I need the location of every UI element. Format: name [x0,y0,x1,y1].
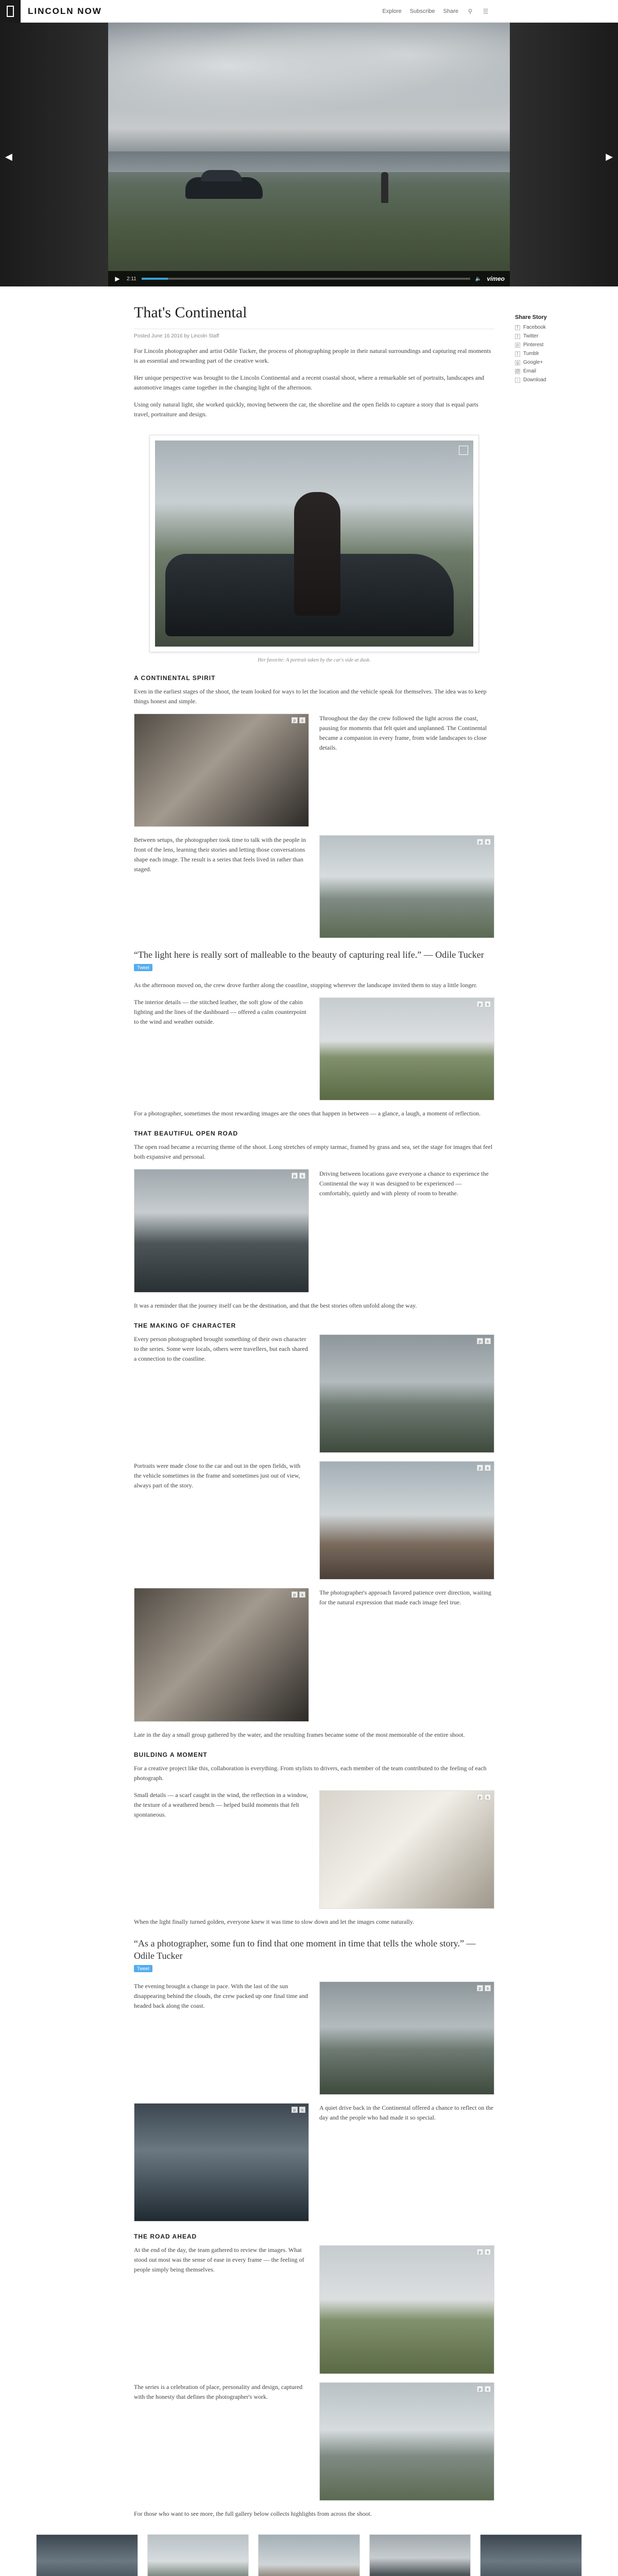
pin-icon[interactable]: p [477,2249,483,2255]
volume-icon[interactable]: 🔈 [475,276,482,282]
hero-prev-arrow-icon[interactable]: ◀ [5,151,12,162]
lead-paragraph: Using only natural light, she worked quickly, moving between the car, the shoreline and the open fields to capture a story that is equal parts travel, portraiture and design. [134,401,478,418]
twitter-icon: t [515,334,520,339]
share-icon[interactable]: s [485,1338,491,1344]
share-label: Tumblr [523,351,539,357]
article-photo[interactable] [134,1588,309,1722]
nav-share[interactable]: Share [443,8,458,14]
photo-tools [291,1173,305,1179]
section-paragraph: As the afternoon moved on, the crew drove further along the coastline, stopping wherever the landscape invited them to stay a little longer. [134,981,477,989]
feature-person [294,492,340,616]
sidebar-title: Share Story [515,314,547,320]
search-icon[interactable]: ⚲ [468,8,473,15]
photo-gallery [36,2534,582,2576]
share-icon[interactable]: s [485,839,491,845]
section-paragraph: At the end of the day, the team gathered to review the images. What stood out most was the sense of ease in every frame — the feeling of people simply being themselves. [134,2246,304,2273]
share-label: Email [523,368,537,374]
section-paragraph: The series is a celebration of place, personality and design, captured with the honesty that defines the photographer's work. [134,2383,303,2400]
article-photo[interactable] [134,1169,309,1293]
section-heading: BUILDING A MOMENT [134,1751,208,1758]
gallery-thumb[interactable] [36,2534,138,2576]
section-heading: THE MAKING OF CHARACTER [134,1322,236,1329]
section-paragraph: Even in the earliest stages of the shoot, the team looked for ways to let the location and the vehicle speak for themselves. The idea was to keep things honest and simple. [134,688,487,705]
article-photo[interactable] [319,1334,494,1453]
video-time: 2:11 [127,276,136,282]
section-paragraph: For a photographer, sometimes the most rewarding images are the ones that happen in between — a glance, a laugh, a moment of reflection. [134,1110,480,1117]
video-progress[interactable] [142,278,470,280]
photo-tools [291,717,305,723]
nav-explore[interactable]: Explore [382,8,402,14]
google-plus-icon: g [515,360,520,365]
section-paragraph: The photographer's approach favored patience over direction, waiting for the natural expression that made each image feel true. [319,1589,492,1606]
pin-icon[interactable]: p [477,1001,483,1007]
article-photo[interactable] [319,1981,494,2095]
section-heading: THAT BEAUTIFUL OPEN ROAD [134,1130,238,1137]
feature-photo[interactable] [149,435,479,652]
article-photo[interactable] [319,997,494,1100]
article-photo[interactable] [319,1790,494,1909]
share-icon[interactable]: s [485,1985,491,1991]
photo-tools [477,1338,491,1344]
share-label: Download [523,377,546,383]
site-brand[interactable]: LINCOLN NOW [28,6,102,16]
tweet-quote-button[interactable]: Tweet [134,964,152,971]
vimeo-logo[interactable]: vimeo [487,275,505,282]
email-icon: @ [515,369,520,374]
top-nav [382,0,489,23]
section-paragraph: Every person photographed brought something of their own character to the series. Some were locals, others were travellers, but each shared a connection to the coastline. [134,1335,308,1362]
pinterest-icon: p [515,343,520,348]
section-paragraph: For those who want to see more, the full gallery below collects highlights from across the shoot. [134,2510,372,2517]
article [134,304,494,2519]
content-row [134,2103,494,2222]
share-icon[interactable]: s [485,2386,491,2392]
section-paragraph: The evening brought a change in pace. With the last of the sun disappearing behind the clouds, the crew packed up one final time and headed back along the coast. [134,1982,308,2009]
hero-person [381,172,388,203]
share-icon[interactable]: s [299,1591,305,1598]
content-row [134,1981,494,2095]
share-icon[interactable]: s [485,1465,491,1471]
content-row [134,1790,494,1909]
menu-icon[interactable]: ☰ [483,8,489,15]
share-sidebar [515,314,603,386]
share-icon[interactable]: s [485,1794,491,1800]
pin-icon[interactable]: p [291,2107,298,2113]
hero-next-arrow-icon[interactable]: ▶ [606,151,613,162]
hero-video [0,23,618,286]
share-label: Google+ [523,360,543,365]
lincoln-logo[interactable] [0,0,21,23]
lead-paragraph: Her unique perspective was brought to the Lincoln Continental and a recent coastal shoot, where a remarkable set of portraits, landscapes and automotive images came together in the changing light of the afternoon. [134,374,485,391]
content-row [134,1334,494,1453]
hero-video-frame[interactable] [108,23,510,286]
download-icon: ↓ [515,378,520,383]
photo-tools [477,2249,491,2255]
photo-tools [477,2386,491,2392]
section-heading: THE ROAD AHEAD [134,2233,197,2240]
facebook-icon: f [515,325,520,330]
gallery-thumb[interactable] [147,2534,249,2576]
photo-tools [477,1794,491,1800]
section-paragraph: Late in the day a small group gathered by the water, and the resulting frames became some of the most memorable of the entire shoot. [134,1731,465,1738]
hero-next-panel [510,23,618,286]
section-paragraph: Portraits were made close to the car and out in the open fields, with the vehicle sometimes in the frame and sometimes just out of view, always part of the story. [134,1462,301,1489]
share-twitter[interactable] [515,333,603,339]
hero-sky [108,23,510,131]
section-paragraph: For a creative project like this, collaboration is everything. From stylists to drivers, each member of the team contributed to the feeling of each photograph. [134,1765,487,1782]
pull-quote: “The light here is really sort of malleable to the beauty of capturing real life.” — Odile Tucker [134,950,484,960]
section-paragraph: When the light finally turned golden, everyone knew it was time to slow down and let the images come naturally. [134,1918,415,1925]
content-row [134,714,494,827]
article-title: That's Continental [134,304,247,321]
feature-caption: Her favorite: A portrait taken by the car's side at dusk. [258,657,371,663]
content-row [134,835,494,938]
pin-icon[interactable]: p [477,1985,483,1991]
section-paragraph: Throughout the day the crew followed the light across the coast, pausing for moments that felt quiet and unplanned. The Continental became a companion in every frame, from wide landscapes to close details. [319,715,487,751]
section-paragraph: It was a reminder that the journey itself can be the destination, and that the best stories often unfold along the way. [134,1302,417,1309]
pin-icon[interactable]: p [477,2386,483,2392]
logo-icon [7,6,14,17]
section-paragraph: The open road became a recurring theme of the shoot. Long stretches of empty tarmac, framed by grass and sea, set the stage for images that feel both expansive and personal. [134,1143,493,1160]
photo-tools [477,1001,491,1007]
quote-actions [134,964,494,971]
section-paragraph: Driving between locations gave everyone a chance to experience the Continental the way it was designed to be experienced — comfortably, quietly and with plenty of room to breathe. [319,1170,489,1197]
tweet-quote-button[interactable]: Tweet [134,1965,152,1972]
article-photo[interactable] [134,2103,309,2222]
content-row [134,1588,494,1722]
pin-icon[interactable]: p [291,717,298,723]
video-progress-fill [142,278,168,280]
pin-icon[interactable]: p [477,839,483,845]
share-download[interactable] [515,377,603,383]
article-photo[interactable] [319,2245,494,2374]
article-photo[interactable] [319,1461,494,1580]
pin-icon[interactable]: p [477,1338,483,1344]
top-bar [0,0,618,23]
share-label: Twitter [523,333,539,339]
article-byline: Posted June 16 2016 by Lincoln Staff [134,333,219,339]
nav-subscribe[interactable]: Subscribe [409,8,435,14]
section-paragraph: Small details — a scarf caught in the wind, the reflection in a window, the texture of a weathered bench — helped build moments that felt spontaneous. [134,1791,308,1818]
article-photo[interactable] [319,835,494,938]
section-heading: A CONTINENTAL SPIRIT [134,674,216,682]
photo-tools [477,1465,491,1471]
content-row [134,997,494,1100]
hero-car [185,177,263,199]
content-row [134,2382,494,2501]
hero-prev-panel [0,23,108,286]
photo-tools [477,839,491,845]
section-paragraph: The interior details — the stitched leather, the soft glow of the cabin lighting and the lines of the dashboard — offered a calm counterpoint to the wind and weather outside. [134,998,306,1025]
share-icon[interactable]: s [299,1173,305,1179]
share-icon[interactable]: s [299,2107,305,2113]
share-icon[interactable]: s [485,1001,491,1007]
content-row [134,1461,494,1580]
share-google[interactable] [515,360,603,365]
share-email[interactable] [515,368,603,374]
article-lead [134,346,494,419]
share-label: Pinterest [523,342,544,348]
section-paragraph: Between setups, the photographer took time to talk with the people in front of the lens, learning their stories and letting those conversations shape each image. The result is a series that feels lived in rather than staged. [134,836,306,873]
expand-icon[interactable] [459,446,468,455]
hero-sea [108,151,510,172]
share-label: Facebook [523,325,546,330]
content-row [134,2245,494,2374]
content-row [134,1169,494,1293]
tumblr-icon: t [515,351,520,357]
pin-icon[interactable]: p [291,1173,298,1179]
feature-image [155,440,473,647]
lead-paragraph: For Lincoln photographer and artist Odile Tucker, the process of photographing people in their natural surroundings and capturing real moments is an essential and rewarding part of the creative work. [134,347,491,364]
share-icon[interactable]: s [299,717,305,723]
share-tumblr[interactable] [515,351,603,357]
quote-actions [134,1965,494,1972]
article-photo[interactable] [319,2382,494,2501]
pin-icon[interactable]: p [477,1794,483,1800]
share-facebook[interactable] [515,325,603,330]
article-photo[interactable] [134,714,309,827]
photo-tools [477,1985,491,1991]
pin-icon[interactable]: p [477,1465,483,1471]
share-pinterest[interactable] [515,342,603,348]
pin-icon[interactable]: p [291,1591,298,1598]
section-paragraph: A quiet drive back in the Continental offered a chance to reflect on the day and the people who had made it so special. [319,2104,493,2121]
gallery-thumb[interactable] [480,2534,582,2576]
video-controls [108,271,510,286]
gallery-thumb[interactable] [258,2534,360,2576]
share-icon[interactable]: s [485,2249,491,2255]
gallery-thumb[interactable] [369,2534,471,2576]
photo-tools [291,2107,305,2113]
photo-tools [291,1591,305,1598]
play-icon[interactable]: ▶ [115,275,120,282]
pull-quote: “As a photographer, some fun to find that one moment in time that tells the whole story.” — Odile Tucker [134,1938,476,1961]
